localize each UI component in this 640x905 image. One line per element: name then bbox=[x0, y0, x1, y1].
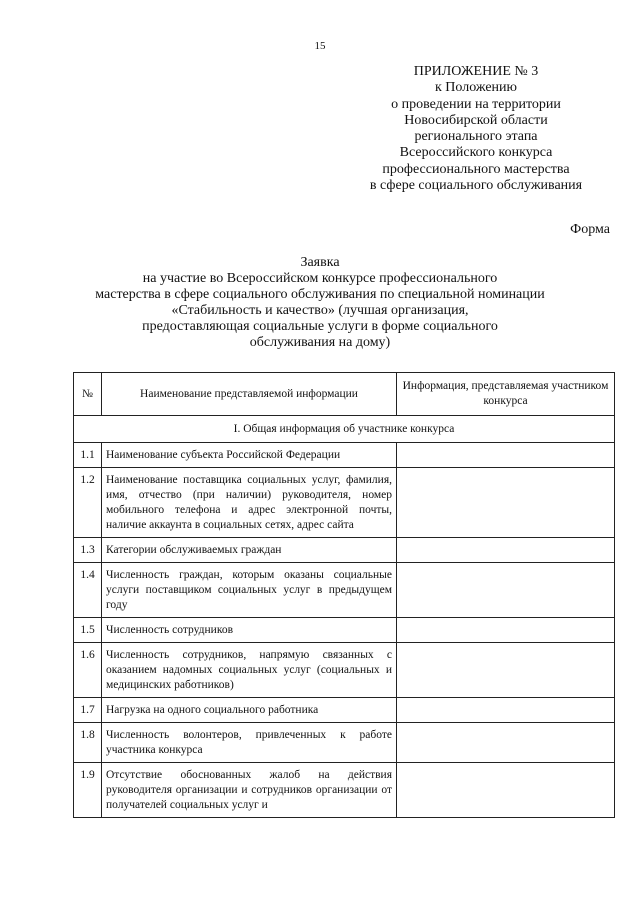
application-subtitle-line: на участие во Всероссийском конкурсе профессионального bbox=[142, 271, 498, 287]
table-row bbox=[74, 618, 615, 643]
appendix-line: Новосибирской области bbox=[404, 112, 548, 128]
header-num: № bbox=[74, 373, 102, 416]
table-row bbox=[74, 443, 615, 468]
table-row bbox=[74, 723, 615, 763]
application-subtitle-line: мастерства в сфере социального обслуживания по специальной номинации bbox=[95, 287, 545, 303]
row-description: Категории обслуживаемых граждан bbox=[102, 538, 397, 563]
application-subtitle-line: предоставляющая социальные услуги в форме социального bbox=[142, 319, 498, 335]
table-row bbox=[74, 643, 615, 698]
page-number: 15 bbox=[314, 40, 326, 52]
row-number: 1.6 bbox=[74, 643, 102, 698]
row-number: 1.8 bbox=[74, 723, 102, 763]
appendix-line: ПРИЛОЖЕНИЕ № 3 bbox=[413, 64, 539, 79]
row-description: Наименование поставщика социальных услуг, фамилия, имя, отчество (при наличии) руководителя, номер мобильного телефона и адрес электронной почты, наличие аккаунта в социальных сетях, адрес сайта bbox=[102, 468, 397, 538]
row-value-cell[interactable] bbox=[397, 618, 615, 643]
form-label: Форма bbox=[570, 222, 610, 237]
row-value-cell[interactable] bbox=[397, 563, 615, 618]
row-value-cell[interactable] bbox=[397, 698, 615, 723]
row-number: 1.7 bbox=[74, 698, 102, 723]
row-number: 1.1 bbox=[74, 443, 102, 468]
row-number: 1.3 bbox=[74, 538, 102, 563]
appendix-line: профессионального мастерства bbox=[382, 161, 570, 177]
row-value-cell[interactable] bbox=[397, 763, 615, 818]
row-value-cell[interactable] bbox=[397, 443, 615, 468]
row-description: Численность сотрудников, напрямую связанных с оказанием надомных социальных услуг (социальных и медицинских работников) bbox=[102, 643, 397, 698]
row-description: Наименование субъекта Российской Федерации bbox=[102, 443, 397, 468]
table-row bbox=[74, 698, 615, 723]
section-title: I. Общая информация об участнике конкурса bbox=[74, 416, 615, 443]
row-description: Численность сотрудников bbox=[102, 618, 397, 643]
row-description: Нагрузка на одного социального работника bbox=[102, 698, 397, 723]
table-row bbox=[74, 763, 615, 818]
table-header-row bbox=[74, 373, 615, 416]
row-number: 1.5 bbox=[74, 618, 102, 643]
row-value-cell[interactable] bbox=[397, 723, 615, 763]
row-value-cell[interactable] bbox=[397, 538, 615, 563]
header-info: Информация, представляемая участником конкурса bbox=[397, 373, 615, 416]
section-row bbox=[74, 416, 615, 443]
appendix-block bbox=[340, 64, 612, 194]
appendix-line: о проведении на территории bbox=[391, 96, 561, 112]
application-title: Заявка bbox=[300, 255, 340, 270]
table-row bbox=[74, 538, 615, 563]
row-number: 1.9 bbox=[74, 763, 102, 818]
appendix-line: регионального этапа bbox=[414, 129, 538, 145]
application-form-table bbox=[73, 372, 615, 818]
application-subtitle-line: «Стабильность и качество» (лучшая организация, bbox=[171, 303, 469, 319]
appendix-line: к Положению bbox=[434, 80, 517, 96]
appendix-line: Всероссийского конкурса bbox=[399, 145, 553, 161]
appendix-line: в сфере социального обслуживания bbox=[369, 178, 583, 194]
application-title-block bbox=[0, 255, 640, 352]
table-row bbox=[74, 563, 615, 618]
table-row bbox=[74, 468, 615, 538]
row-value-cell[interactable] bbox=[397, 468, 615, 538]
row-number: 1.2 bbox=[74, 468, 102, 538]
row-description: Численность граждан, которым оказаны социальные услуги поставщиком социальных услуг в предыдущем году bbox=[102, 563, 397, 618]
header-name: Наименование представляемой информации bbox=[102, 373, 397, 416]
application-subtitle-line: обслуживания на дому) bbox=[249, 335, 391, 351]
row-value-cell[interactable] bbox=[397, 643, 615, 698]
row-number: 1.4 bbox=[74, 563, 102, 618]
row-description: Численность волонтеров, привлеченных к работе участника конкурса bbox=[102, 723, 397, 763]
row-description: Отсутствие обоснованных жалоб на действия руководителя организации и сотрудников организации от получателей социальных услуг и bbox=[102, 763, 397, 818]
